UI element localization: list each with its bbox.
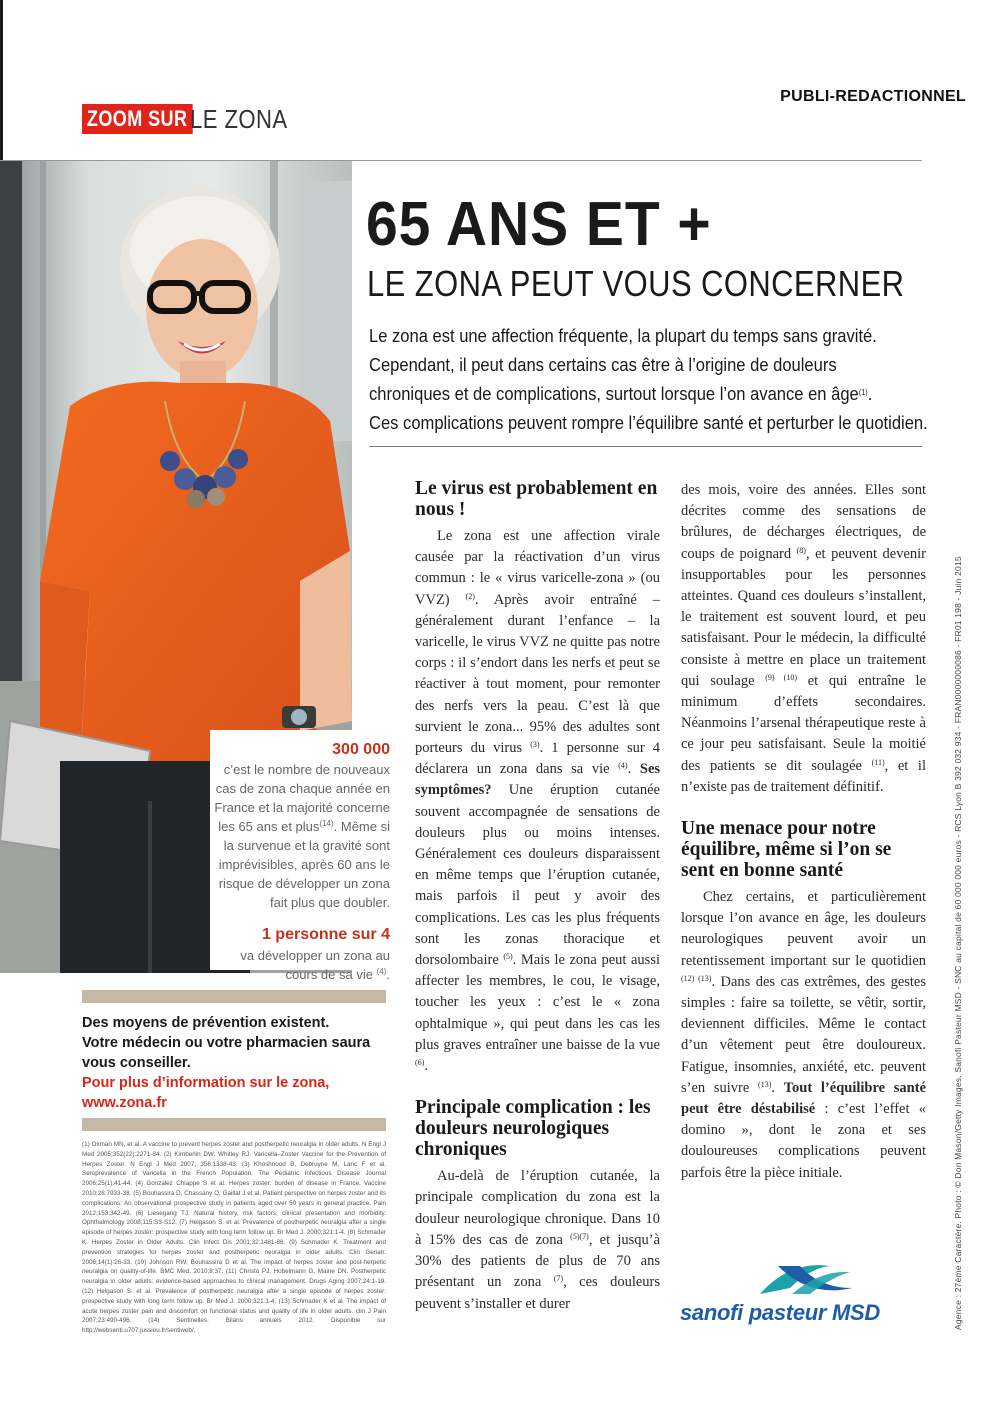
ref-5-7: (5)(7): [570, 1231, 589, 1241]
intro-paragraph: [369, 322, 928, 438]
section-badge: [82, 104, 288, 134]
body-text: Au-delà de l’éruption cutanée, la principale complication du zona est la douleur neurologique chronique. Dans 10 à 15% des cas de zona: [415, 1168, 660, 1248]
badge-topic: LE ZONA: [190, 104, 288, 134]
cta-line-3: Pour plus d’information sur le zona,: [82, 1075, 330, 1091]
ref-7: (7): [553, 1274, 564, 1284]
ref-4: (4): [618, 761, 628, 771]
body-text: , et jusqu’à 30% des patients de plus de 70 ans présentant un zona: [415, 1231, 661, 1291]
logo-swoosh-icon: [680, 1258, 925, 1302]
section-title-complication: Principale complication : les douleurs neurologiques chroniques: [415, 1097, 651, 1161]
advertorial-label: PUBLI-REDACTIONNEL: [780, 88, 966, 105]
intro-ref: (1): [858, 388, 868, 397]
body-text: . Dans des cas extrêmes, des gestes simples : faire sa toilette, se vêtir, sortir, deviennent difficiles. Même le contact d’un vêtement peut être douloureux. Fatigue, insomnies, anxiété, etc. peuvent s’en suivre: [681, 973, 927, 1096]
intro-line-2: Cependant, il peut dans certains cas être à l’origine de douleurs: [369, 355, 837, 375]
body-text: des mois, voire des années. Elles sont décrites comme des sensations de brûlures, de décharges électriques, de coups de poignard: [681, 482, 926, 562]
badge-label: ZOOM SUR: [82, 104, 192, 134]
stat-text-main: c’est le nombre de nouveaux cas de zona chaque année en France et la majorité concerne les 65 ans et plus: [214, 762, 390, 834]
section-body-equilibre: Chez certains, et particulièrement lorsque l’on avance en âge, les douleurs neurologiques peuvent avoir un retentissement important sur le quotidien $^{(12) (13)}$. Dans des cas extrêmes, des gestes simples : faire sa toilette, se vêtir, sortir, deviennent difficiles. Même le contact d’un vêtement peut être douloureux. Fatigue, insomnies, anxiété, etc. peuvent s’en suivre $^{(13)}$. Tout l’équilibre santé peut être déstabilisé : c’est l’effet « domino », dont le zona et ses douloureuses complications peuvent parfois être la pièce initiale.: [681, 889, 927, 1181]
credits-vertical: Agence : 27ème Caractère. Photo : © Don Mason/Getty Images. Sanofi Pasteur MSD - SNC au capital de 60 000 000 euros - RCS Lyon B 392 032 934 - FRAN0000000086 - FR01 198 - Juin 2015: [953, 556, 963, 1330]
stat-ref-2: (4): [376, 967, 387, 976]
ref-3: (3): [530, 740, 540, 750]
ref-2: (2): [465, 591, 475, 601]
ref-8: (8): [796, 545, 806, 555]
section-title-equilibre: Une menace pour notre équilibre, même si l’on se sent en bonne santé: [681, 818, 892, 882]
ref-11: (11): [871, 757, 885, 767]
intro-line-3: chroniques et de complications, surtout lorsque l’on avance en âge$^{(1)}$.: [369, 384, 873, 404]
stat-number: 300 000: [332, 741, 390, 758]
body-text: : c’est l’effet « domino », dont le zona et ses douloureuses complications peuvent parfois être la pièce initiale.: [681, 1101, 927, 1181]
intro-line-3-text: chroniques et de complications, surtout lorsque l’on avance en âge: [369, 384, 859, 404]
cta-website-link[interactable]: www.zona.fr: [82, 1095, 167, 1111]
cta-line-1: Des moyens de prévention existent.: [82, 1015, 330, 1031]
references: (1) Oxman MN, et al. A vaccine to prevent herpes zoster and postherpetic neuralgia in older adults. N Engl J Med 2005;352(22):2271-84. (2) Kimberlin DW, Whitley RJ. Varicella–Zoster Vaccine for the Prevention of Herpes Zoster. N Engl J Med 2007; 356:1338-43. (3) Khoshnood B, Debruyne M, Lanc F et al. Seroprevalence of Varicella in the French Population. The Pediatric Infectious Disease Journal 2006;25(1):41-44. (4) Gonzalez Chiappe S et al. Herpes zoster: burden of disease in France. Vaccine 2010;28:7933-38. (5) Bouhassira D, Chassany O, Gaillat J et al. Patient perspective on herpes zoster and its complications: An observational prospective study in patients aged over 50 years in general practice. Pain 2012;153:342-49. (6) Liesegang TJ. Natural history, risk factors, clinical presentation and morbidity. Ophthalmology 2008;115:S3-S12. (7) Helgason S. et al. Prevalence of postherpetic neuralgia after a single episode of herpes zoster: prospective study with long term follow up. Br Med J. 2000;321:1-4. (8) Schmader K. Herpes Zoster in Older Adults. Clin Infect Dis 2001;32:1481-86. (9) Schmader K. Treatment and prevention strategies for herpes zoster and postherpetic neuralgia in older adults. Clin Geriatr. 2006;14(1):26-33. (10) Johnson RW, Bouhassira D et al. The impact of herpes zoster and post-herpetic neuralgia on quality-of-life. BMC Med. 2010;8:37. (11) Christo PJ, Hobelmann G, Maine DN. Postherpetic neuralgia in older adults: evidence-based approaches to clinical management. Drugs Aging 2007;24:1-19. (12) Helgason S. et al. Prevalence of postherpetic neuralgia after a single episode of herpes zoster: prospective study with long term follow up. Br Med J. 2000;321:1-4. (13) Schmader K et al. The impact of acute herpes zoster pain and discomfort on functional status and quality of life in older adults. clin J Pain 2007;23:490-496. (14) Sentinelles. Bilans annuels 2012. Disponible sur http://websenti.u707.jussieu.fr/sentiweb/.: [82, 1141, 386, 1335]
cta-line-2: Votre médecin ou votre pharmacien saura vous conseiller.: [82, 1035, 371, 1071]
intro-line-4: Ces complications peuvent rompre l’équilibre santé et perturber le quotidien.: [369, 413, 928, 433]
symptoms-label: Ses symptômes?: [415, 761, 661, 799]
article-column-1: [415, 478, 660, 1315]
headline-main: 65 ANS ET +: [366, 190, 712, 259]
intro-divider: [369, 446, 922, 447]
intro-line-1: Le zona est une affection fréquente, la plupart du temps sans gravité.: [369, 326, 877, 346]
body-text: Chez certains, et particulièrement lorsque l’on avance en âge, les douleurs neurologiques peuvent avoir un retentissement important sur le quotidien: [681, 889, 926, 969]
ref-9-10: (9) (10): [765, 672, 798, 682]
prevention-callout: [82, 1013, 382, 1113]
sand-divider-top: [82, 990, 386, 1003]
body-text: . 1 personne sur 4 déclarera un zona dans sa vie: [415, 740, 661, 778]
sand-divider-bottom: [82, 1118, 386, 1131]
equilibre-bold: Tout l’équilibre santé peut être déstabilisé: [681, 1079, 927, 1118]
body-text: , et peuvent devenir insupportables pour les personnes atteintes. Quand ces douleurs s’installent, le traitement est souvent lourd, et peu satisfaisant. Pour le médecin, la difficulté consiste à mettre en place un traitement qui soulage: [681, 545, 927, 689]
headline-sub: LE ZONA PEUT VOUS CONCERNER: [367, 263, 905, 304]
body-text: . Après avoir entraîné – généralement durant l’enfance – la varicelle, le virus VVZ ne quitte pas notre corps : il s’endort dans les nerfs et peut se réactiver à tout moment, pour remonter des nerfs vers la peau. C’est là que survient le zona... 95% des adultes sont porteurs du virus: [415, 591, 660, 757]
section-title-virus: Le virus est probablement en nous !: [415, 478, 658, 520]
body-text: . Mais le zona peut aussi affecter les membres, le cou, le visage, toucher les yeux : c’est le « zona ophtalmique », qui peut dans les cas les plus graves entraîner une baisse de la vue: [415, 952, 660, 1053]
section-body-virus: Le zona est une affection virale causée par la réactivation d’un virus commun : le « virus varicelle-zona » (ou VVZ) $^{(2)}$. Après avoir entraîné – généralement durant l’enfance – la varicelle, le virus VVZ ne quitte pas notre corps : il s’endort dans les nerfs et peut se réactiver à tout moment, pour remonter des nerfs vers la peau. C’est là que survient le zona... 95% des adultes sont porteurs du virus $^{(3)}$. 1 personne sur 4 déclarera un zona dans sa vie $^{(4)}$. Ses symptômes? Une éruption cutanée souvent accompagnée de sensations de douleurs plus ou moins intenses. Généralement ces douleurs disparaissent en même temps que l’éruption cutanée, mais parfois il peut y avoir des complications. Les cas les plus fréquents sont les zonas thoracique et dorsolombaire $^{(5)}$. Mais le zona peut aussi affecter les membres, le cou, le visage, toucher les yeux : c’est le « zona ophtalmique », qui peut dans les cas les plus graves entraîner une baisse de la vue $^{(6)}$.: [415, 528, 661, 1075]
section-body-complication: [415, 1166, 660, 1314]
body-text: , ces douleurs peuvent s’installer et durer: [415, 1274, 661, 1312]
stat-text-tertiary: va développer un zona au cours de sa vie $^{(4)}$.: [240, 948, 390, 982]
left-edge-rule: [0, 0, 3, 165]
body-text: Le zona est une affection virale causée par la réactivation d’un virus commun : le « virus varicelle-zona » (ou VVZ): [415, 528, 660, 608]
continued-body: [681, 480, 926, 798]
statistics-callout: [210, 730, 390, 982]
ref-13: (13): [758, 1079, 772, 1089]
stat-text: c’est le nombre de nouveaux cas de zona chaque année en France et la majorité concerne les 65 ans et plus$^{(14)}$. Même si la survenue et la gravité sont imprévisibles, après 60 ans le risque de développer un zona fait plus que doubler.: [214, 762, 390, 910]
body-text: Une éruption cutanée souvent accompagnée de sensations de douleurs plus ou moins intenses. Généralement ces douleurs disparaissent en même temps que l’éruption cutanée, mais parfois il peut y avoir des complications. Les cas les plus fréquents sont les zonas thoracique et dorsolombaire: [415, 782, 660, 969]
stat-highlight: 1 personne sur 4: [261, 926, 390, 943]
sanofi-pasteur-msd-logo: [680, 1258, 925, 1330]
stat-text-secondary: Même si la survenue et la gravité sont imprévisibles, après 60 ans le risque de développer un zona fait plus que doubler.: [218, 819, 390, 910]
logo-wordmark: sanofi pasteur MSD: [680, 1300, 880, 1325]
stat-ref: (14): [319, 819, 334, 828]
ref-5: (5): [503, 952, 513, 962]
body-text: et qui entraîne le minimum d’effets secondaires. Néanmoins l’arsenal thérapeutique reste à ce jour peu satisfaisant. Seule la moitié des patients se dit soulagée: [681, 672, 927, 774]
ref-12-13: (12) (13): [681, 973, 712, 983]
body-text: , et il n’existe pas de traitement définitif.: [681, 757, 926, 795]
ref-6: (6): [415, 1058, 425, 1068]
article-column-2: [681, 480, 926, 1184]
stat-text3: va développer un zona au cours de sa vie: [240, 948, 390, 982]
